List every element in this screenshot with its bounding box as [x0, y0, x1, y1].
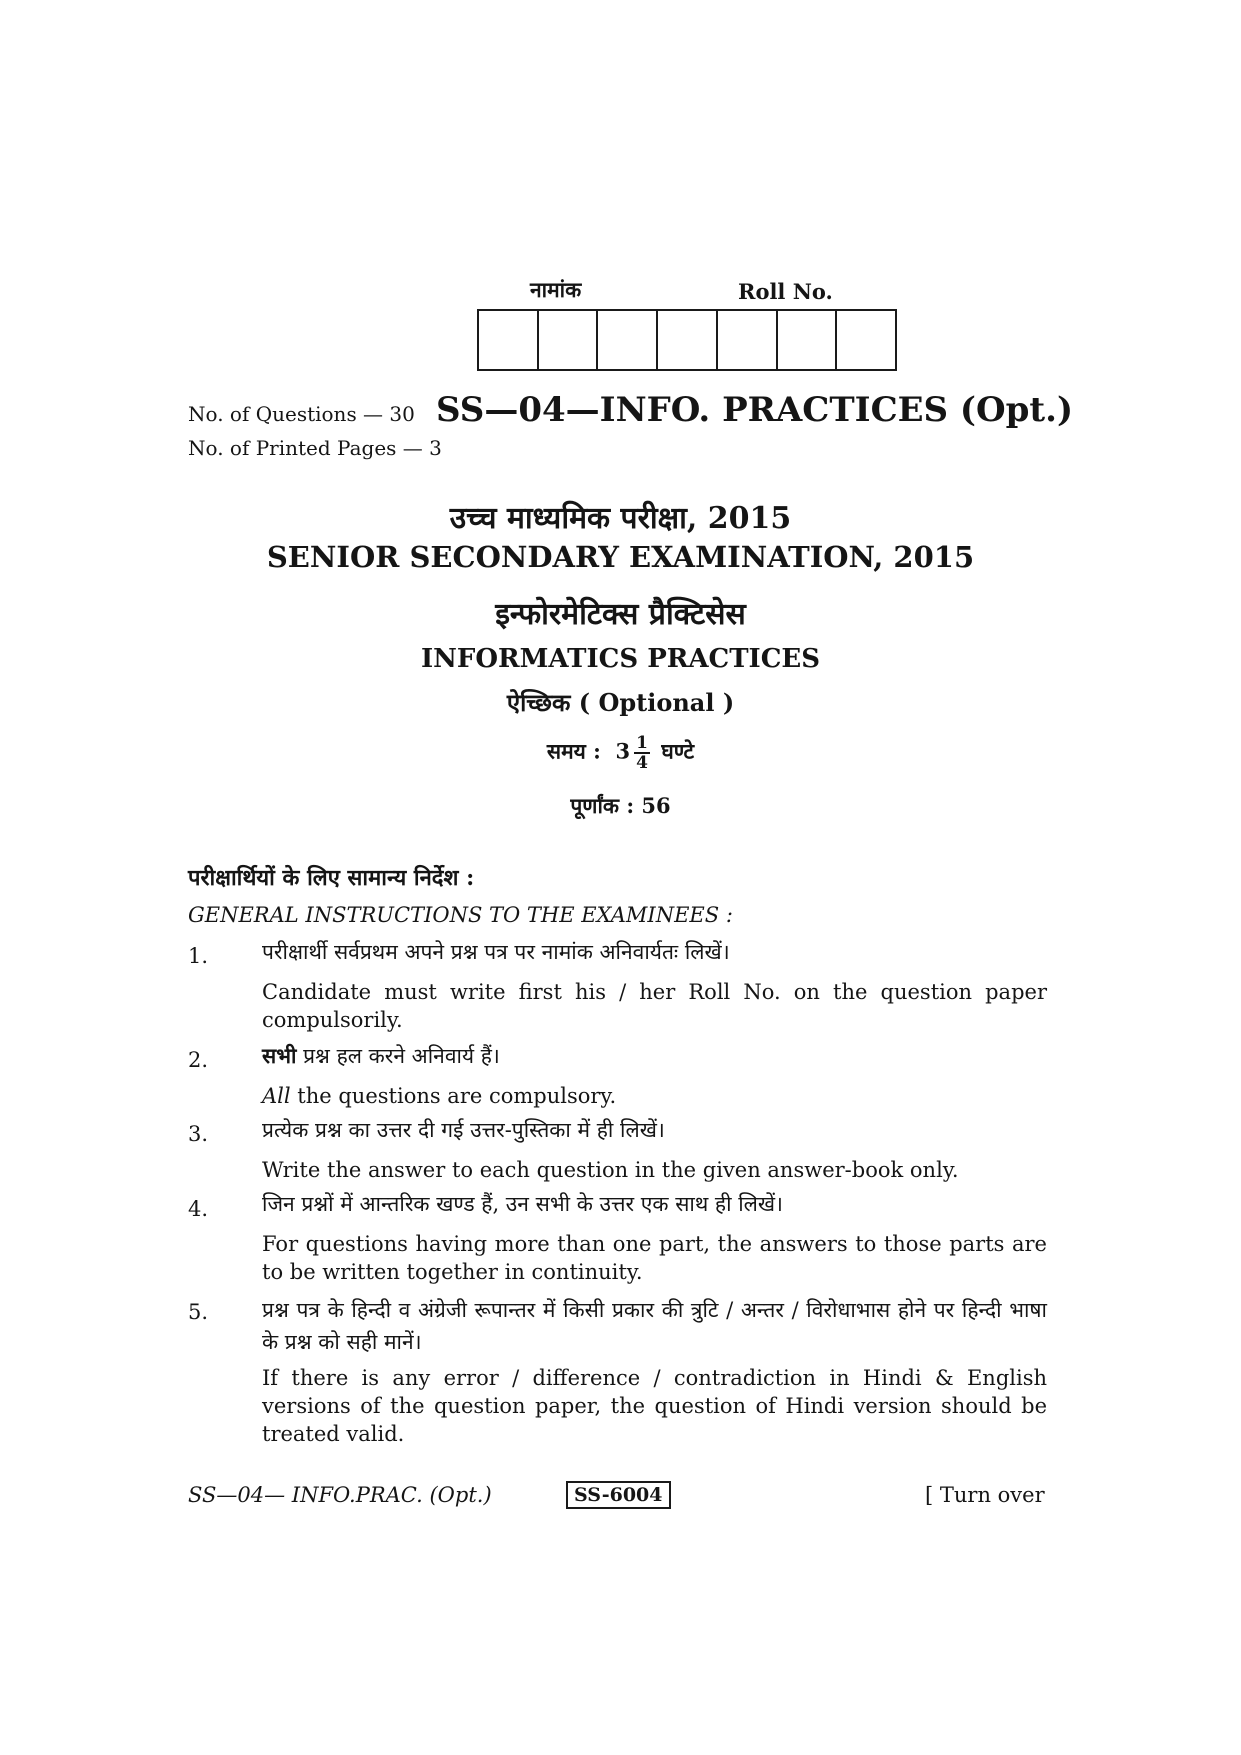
subject-title-english: INFORMATICS PRACTICES [420, 644, 821, 674]
time-numerator: 1 [636, 733, 649, 753]
instruction-english-rest: the questions are compulsory. [297, 1084, 617, 1108]
number-of-printed-pages: No. of Printed Pages — 3 [188, 436, 442, 460]
instruction-hindi: जिन प्रश्नों में आन्तरिक खण्ड हैं, उन सभी के उत्तर एक साथ ही लिखें। [262, 1192, 784, 1216]
instructions-heading-english: GENERAL INSTRUCTIONS TO THE EXAMINEES : [188, 903, 733, 927]
instructions-heading-hindi: परीक्षार्थियों के लिए सामान्य निर्देश : [188, 865, 475, 891]
instruction-number: 2. [188, 1048, 209, 1072]
instruction-english: Candidate must write first his / her Roll No. on the question paper compulsorily. [262, 980, 1047, 1032]
instruction-hindi [262, 1042, 1047, 1070]
roll-box [598, 311, 658, 369]
subject-title-hindi: इन्फोरमेटिक्स प्रैक्टिसेस [495, 597, 746, 632]
time-unit: घण्टे [661, 738, 695, 764]
instruction-hindi: परीक्षार्थी सर्वप्रथम अपने प्रश्न पत्र पर नामांक अनिवार्यतः लिखें। [262, 940, 730, 964]
instruction-hindi-bold: सभी [262, 1043, 297, 1068]
roll-box [718, 311, 778, 369]
instruction-number: 5. [188, 1300, 209, 1324]
exam-title-english: SENIOR SECONDARY EXAMINATION, 2015 [266, 540, 975, 574]
time-label: समय : [546, 738, 601, 764]
instruction-number: 1. [188, 944, 209, 968]
footer-paper-code: SS—04— INFO.PRAC. (Opt.) [188, 1483, 492, 1507]
time-allowed [0, 734, 1241, 772]
exam-title-hindi: उच्च माध्यमिक परीक्षा, 2015 [449, 501, 792, 536]
instruction-english [262, 1082, 1047, 1110]
instruction-number: 4. [188, 1197, 209, 1221]
instruction-number: 3. [188, 1122, 209, 1146]
time-fraction [634, 734, 650, 772]
optional-label: ऐच्छिक ( Optional ) [506, 688, 735, 717]
max-marks: पूर्णांक : 56 [570, 793, 671, 818]
time-denominator: 4 [636, 753, 649, 773]
number-of-questions: No. of Questions — 30 [188, 402, 415, 426]
roll-box [837, 311, 895, 369]
roll-label-english: Roll No. [738, 279, 833, 304]
instruction-english: Write the answer to each question in the given answer-book only. [262, 1158, 959, 1182]
roll-number-boxes [477, 309, 897, 371]
paper-code-title: SS—04—INFO. PRACTICES (Opt.) [436, 390, 1074, 430]
roll-box [778, 311, 838, 369]
instruction-english-italic: All [262, 1084, 291, 1108]
instruction-hindi: प्रश्न पत्र के हिन्दी व अंग्रेजी रूपान्तर में किसी प्रकार की त्रुटि / अन्तर / विरोधाभास होने पर हिन्दी भाषा के प्रश्न को सही मानें। [262, 1298, 1047, 1354]
instruction-english: For questions having more than one part, the answers to those parts are to be written together in continuity. [262, 1232, 1047, 1284]
roll-box [539, 311, 599, 369]
roll-box [479, 311, 539, 369]
time-whole: 3 [615, 738, 631, 764]
roll-box [658, 311, 718, 369]
instruction-hindi-rest: प्रश्न हल करने अनिवार्य हैं। [303, 1044, 500, 1068]
footer-turn-over: [ Turn over [925, 1483, 1045, 1507]
roll-label-hindi: नामांक [530, 277, 582, 302]
instruction-hindi: प्रत्येक प्रश्न का उत्तर दी गई उत्तर-पुस्तिका में ही लिखें। [262, 1118, 665, 1142]
instruction-english: If there is any error / difference / contradiction in Hindi & English versions of the question paper, the question of Hindi version should be treated valid. [262, 1366, 1047, 1446]
footer-code-badge: SS-6004 [566, 1481, 671, 1509]
